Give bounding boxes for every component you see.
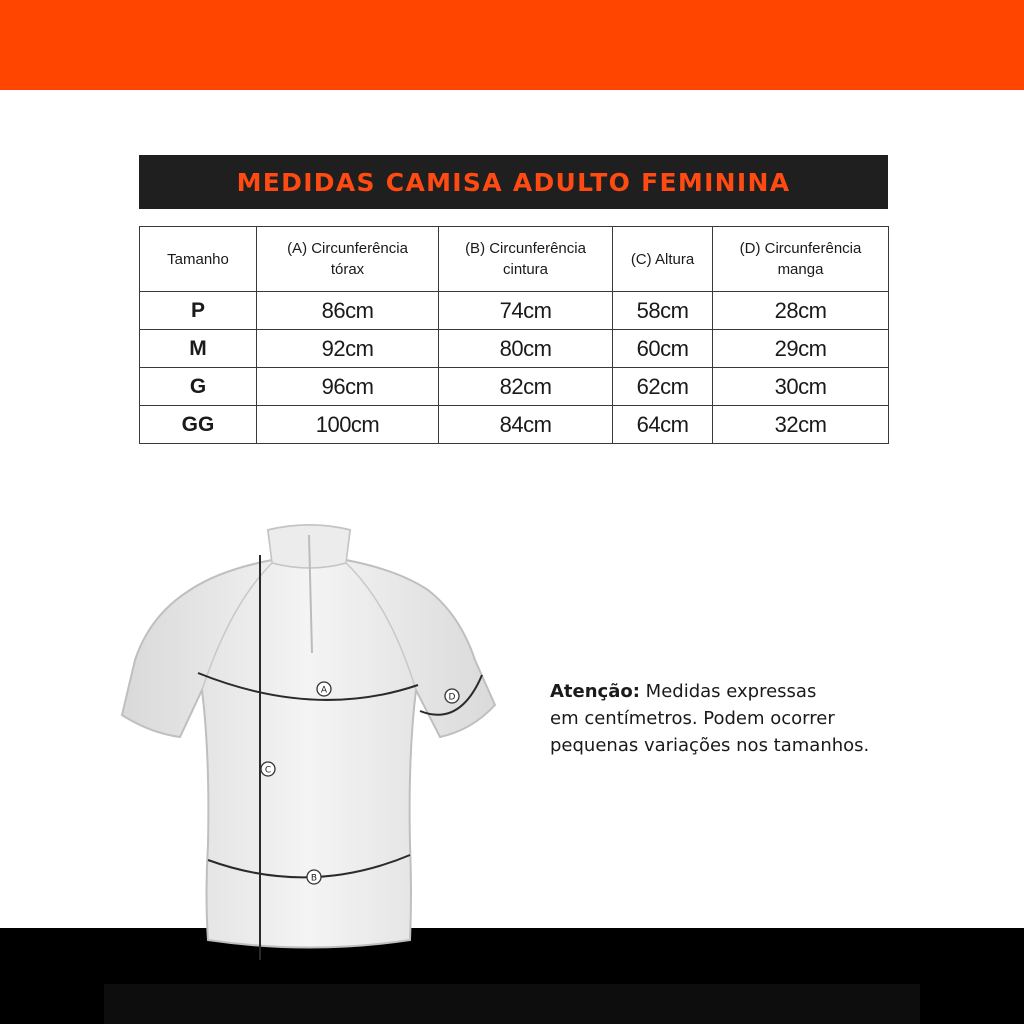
measurement-note	[550, 678, 950, 759]
size-cell: GG	[140, 406, 257, 444]
marker-d-label: D	[448, 692, 456, 703]
page-title: MEDIDAS CAMISA ADULTO FEMININA	[236, 167, 791, 197]
top-accent-bar	[0, 0, 1024, 90]
chest-cell: 86cm	[257, 292, 439, 330]
sleeve-cell: 32cm	[713, 406, 889, 444]
waist-cell: 82cm	[439, 368, 613, 406]
header-waist: (B) Circunferência cintura	[439, 227, 613, 292]
title-banner	[139, 155, 888, 209]
chest-cell: 100cm	[257, 406, 439, 444]
chest-cell: 96cm	[257, 368, 439, 406]
size-chart-table	[139, 226, 889, 444]
table-header-row	[140, 227, 889, 292]
sleeve-cell: 28cm	[713, 292, 889, 330]
sleeve-cell: 29cm	[713, 330, 889, 368]
note-label: Atenção:	[550, 681, 640, 702]
height-cell: 58cm	[613, 292, 713, 330]
table-row	[140, 368, 889, 406]
height-cell: 60cm	[613, 330, 713, 368]
header-height: (C) Altura	[613, 227, 713, 292]
shirt-diagram	[110, 515, 510, 965]
table-row	[140, 330, 889, 368]
header-sleeve: (D) Circunferência manga	[713, 227, 889, 292]
chest-cell: 92cm	[257, 330, 439, 368]
waist-cell: 80cm	[439, 330, 613, 368]
footer-inner-panel	[104, 984, 920, 1024]
sleeve-cell: 30cm	[713, 368, 889, 406]
marker-c-label: C	[264, 765, 272, 776]
note-text-line2: em centímetros. Podem ocorrer	[550, 708, 835, 729]
size-cell: P	[140, 292, 257, 330]
height-cell: 64cm	[613, 406, 713, 444]
waist-cell: 84cm	[439, 406, 613, 444]
table-row	[140, 406, 889, 444]
height-cell: 62cm	[613, 368, 713, 406]
size-cell: G	[140, 368, 257, 406]
header-size: Tamanho	[140, 227, 257, 292]
header-chest: (A) Circunferência tórax	[257, 227, 439, 292]
note-text-line1: Medidas expressas	[639, 681, 817, 702]
size-cell: M	[140, 330, 257, 368]
marker-b-label: B	[310, 873, 318, 884]
shirt-body	[122, 525, 495, 948]
waist-cell: 74cm	[439, 292, 613, 330]
marker-a-label: A	[320, 685, 328, 696]
note-text-line3: pequenas variações nos tamanhos.	[550, 735, 870, 756]
table-row	[140, 292, 889, 330]
